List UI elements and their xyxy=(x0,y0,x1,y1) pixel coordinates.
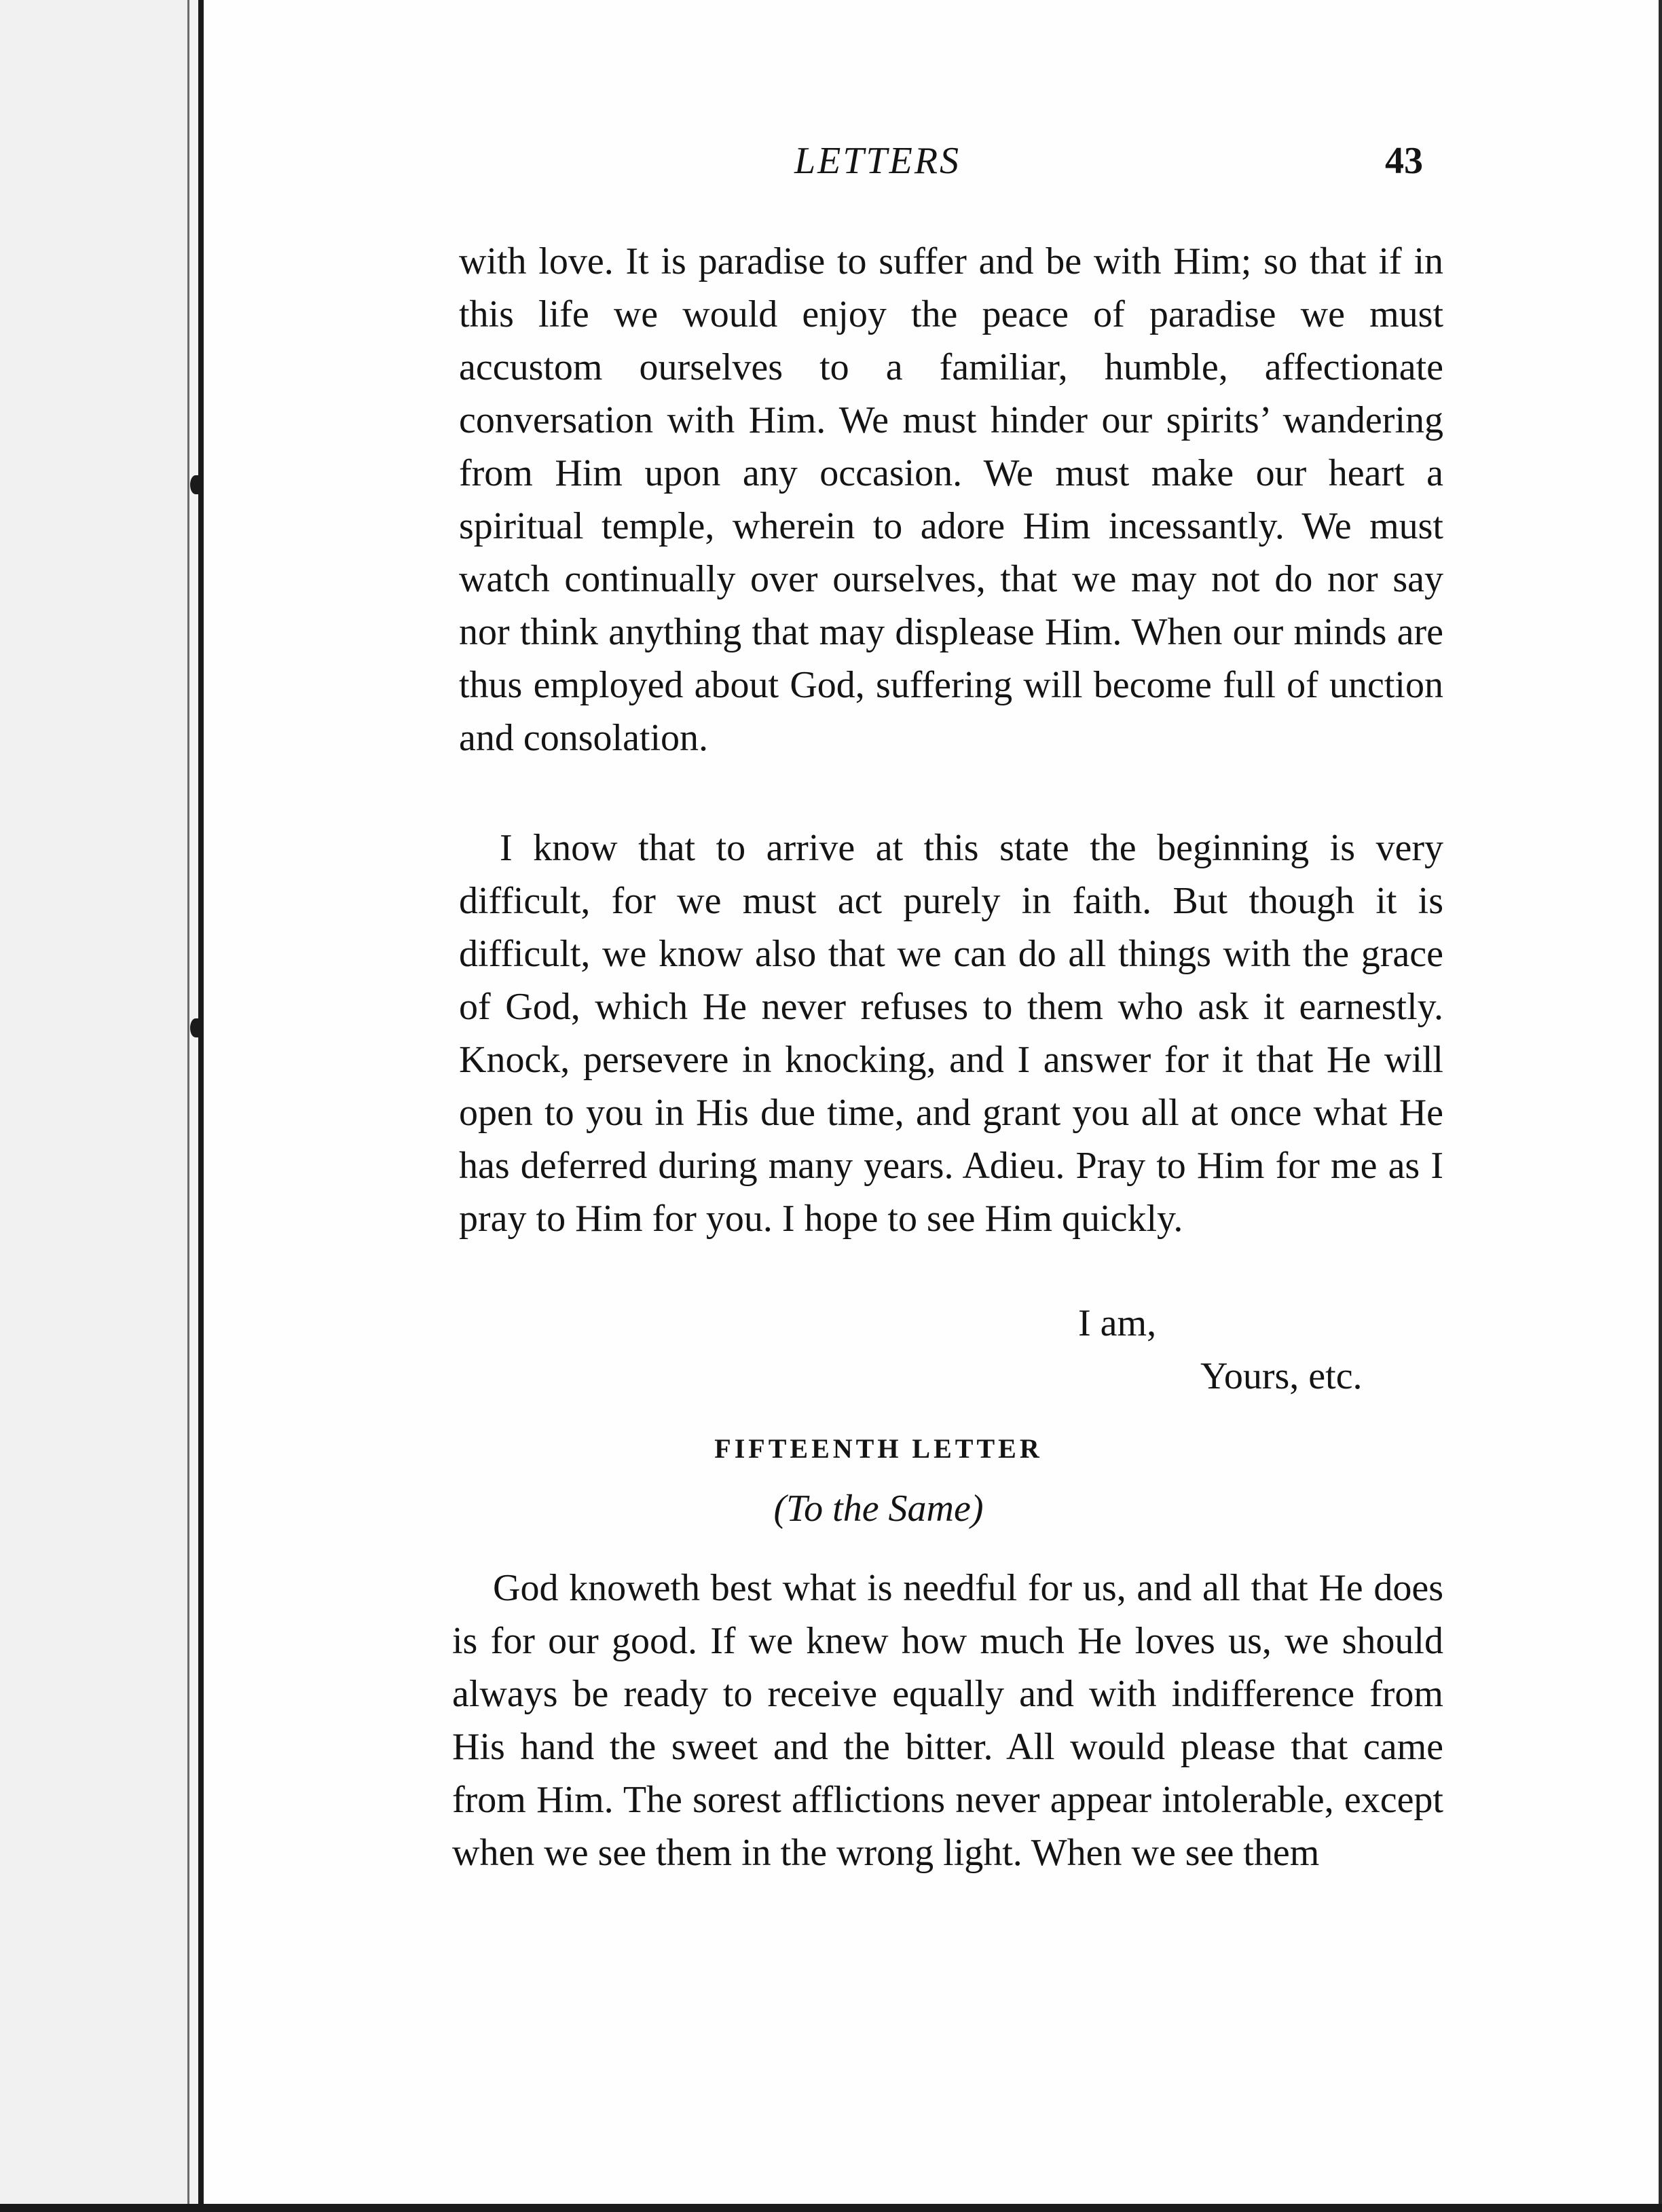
paragraph xyxy=(459,822,1443,1245)
paragraph-text: God knoweth best what is needful for us, and all that He does is for our good. If we knew how much He loves us, we should always be ready to receive equally and with indifference from His hand the sweet and the bitter. All would please that came from Him. The sorest afflictions never appear intolerable, except when we see them in the wrong light. When we see them xyxy=(452,1567,1443,1874)
closing-signoff: Yours, etc. xyxy=(1200,1355,1363,1397)
paragraph-text: with love. It is paradise to suffer and be with Him; so that if in this life we would enjoy the peace of paradise we must accustom ourselves to a familiar, humble, affectionate conversation with Him. We must hinder our spirits’ wandering from Him upon any occasion. We must make our heart a spiritual temple, wherein to adore Him incessantly. We must watch continually over ourselves, that we may not do nor say nor think anything that may displease Him. When our minds are thus employed about God, suffering will become full of unction and consolation. xyxy=(459,240,1443,759)
page-edge-line xyxy=(198,0,204,2212)
page-number: 43 xyxy=(1385,140,1423,182)
paragraph xyxy=(452,1562,1443,1879)
binding-notch xyxy=(190,475,201,494)
letter-heading: FIFTEENTH LETTER xyxy=(714,1433,1043,1464)
letter-subheading: (To the Same) xyxy=(773,1488,984,1530)
binding-gutter xyxy=(0,0,198,2212)
bottom-page-edge xyxy=(0,2204,1662,2212)
binding-notch xyxy=(190,1018,201,1037)
closing-i-am: I am, xyxy=(1078,1302,1157,1344)
running-head xyxy=(0,139,1662,193)
binding-edge-line xyxy=(187,0,189,2212)
running-title: LETTERS xyxy=(794,140,961,182)
right-page-edge xyxy=(1659,0,1662,2212)
paragraph-continued xyxy=(459,235,1443,764)
paragraph-text: I know that to arrive at this state the beginning is very difficult, for we must act purely in faith. But though it is difficult, we know also that we can do all things with the grace of God, which He never refuses to them who ask it earnestly. Knock, persevere in knocking, and I answer for it that He will open to you in His due time, and grant you all at once what He has deferred during many years. Adieu. Pray to Him for me as I pray to Him for you. I hope to see Him quickly. xyxy=(459,827,1443,1240)
